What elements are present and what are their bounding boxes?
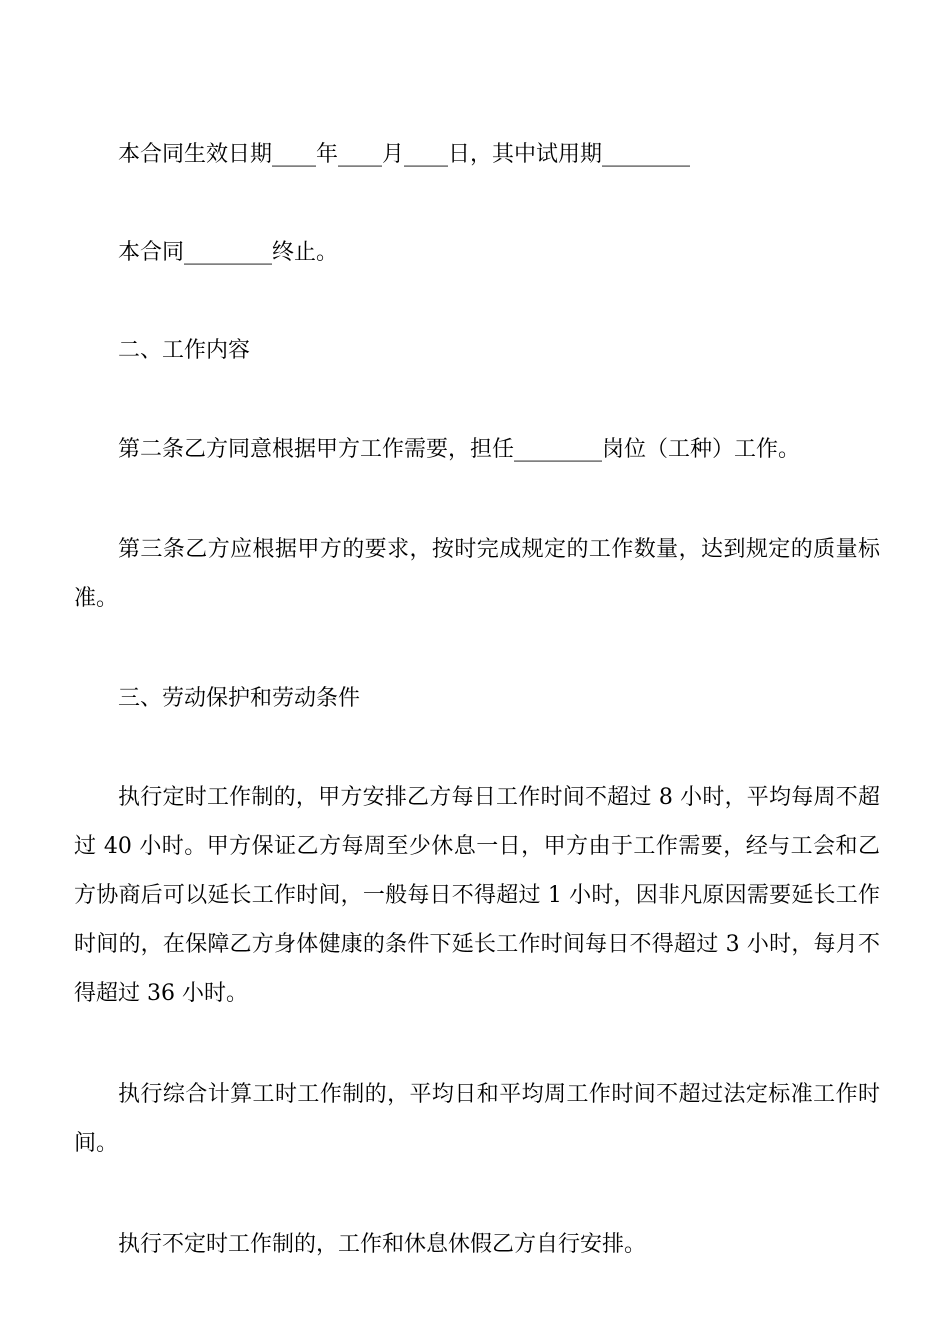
- effective-date-clause: 本合同生效日期____年____月____日，其中试用期________: [118, 142, 691, 167]
- termination-clause: 本合同________终止。: [118, 240, 339, 265]
- standard-hours-paragraph: 执行定时工作制的，甲方安排乙方每日工作时间不超过 8 小时，平均每周不超过 40 小时。甲方保证乙方每周至少休息一日，甲方由于工作需要，经与工会和乙方协商后可以延长工作时间，一般每日不得超过 1 小时，因非凡原因需要延长工作时间的，在保障乙方身体健康的条件下延长工作时间每日不得超过 3 小时，每月不得超过 36 小时。: [74, 785, 880, 1006]
- section-heading-work-content: 二、工作内容: [118, 338, 251, 363]
- comprehensive-hours-paragraph: 执行综合计算工时工作制的，平均日和平均周工作时间不超过法定标准工作时间。: [74, 1082, 880, 1156]
- article-two: 第二条乙方同意根据甲方工作需要，担任________岗位（工种）工作。: [118, 437, 801, 462]
- section-heading-labor-protection: 三、劳动保护和劳动条件: [118, 686, 361, 711]
- flexible-hours-paragraph: 执行不定时工作制的，工作和休息休假乙方自行安排。: [118, 1232, 647, 1257]
- article-three: 第三条乙方应根据甲方的要求，按时完成规定的工作数量，达到规定的质量标准。: [74, 537, 880, 611]
